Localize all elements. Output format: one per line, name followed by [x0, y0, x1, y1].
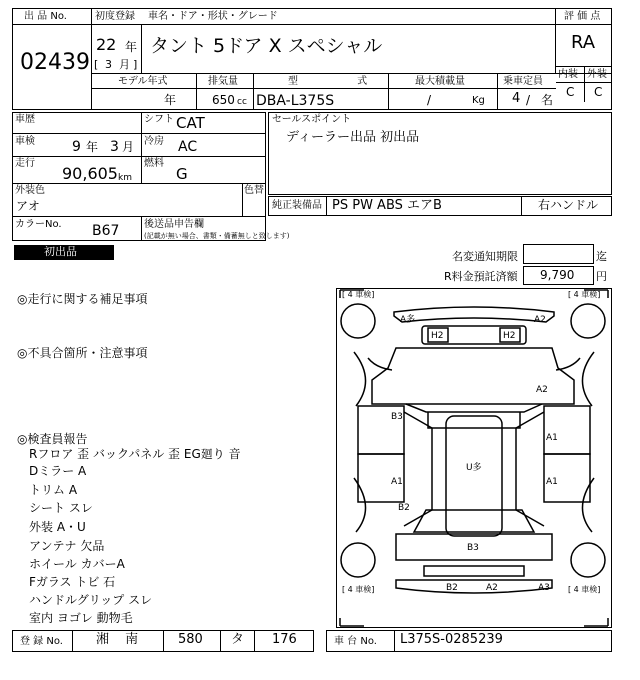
mark-a3-rear: A3	[538, 583, 550, 593]
ac-label: 冷房	[144, 136, 164, 147]
tire-rear-right	[571, 543, 605, 577]
car-diagram	[336, 288, 612, 628]
windshield	[406, 404, 542, 412]
tire-front-left	[341, 304, 375, 338]
mark-u-center: U多	[466, 463, 482, 473]
mark-b3-left: B3	[391, 412, 403, 422]
name-change-box	[523, 244, 594, 264]
capacity-unit: 名	[541, 93, 554, 107]
displacement-unit: cc	[237, 97, 247, 107]
driving-note-heading: ◎走行に関する補足事項	[17, 292, 148, 306]
report-line: 外装 A・U	[29, 520, 86, 534]
mileage-label: 走行	[15, 158, 35, 169]
report-line: アンテナ 欠品	[29, 539, 105, 553]
options-label: 純正装備品	[272, 200, 322, 211]
mark-a2-rear: A2	[486, 583, 498, 593]
rear-bumper	[396, 580, 552, 593]
first-reg-year: 22	[96, 35, 117, 54]
recycle-label: R料金預託済額	[444, 270, 518, 283]
max-load-label: 最大積載量	[415, 76, 465, 87]
model-year-unit: 年	[164, 93, 177, 107]
right-front-door	[544, 406, 590, 454]
followup-label: 後送品申告欄	[144, 219, 204, 230]
inspection-month-unit: 月	[122, 140, 135, 154]
car-name: タント 5ドア X スペシャル	[150, 35, 383, 57]
report-line: トリム A	[29, 483, 78, 497]
tire-rear-left	[341, 543, 375, 577]
sales-point-label: セールスポイント	[272, 114, 352, 125]
mileage-value: 90,605	[62, 164, 118, 183]
report-line: Fガラス トビ 石	[29, 575, 116, 589]
inspection-label: 車検	[15, 136, 35, 147]
mark-b2-rear: B2	[446, 583, 458, 593]
model-year-label: モデル年式	[118, 76, 168, 87]
displacement-label: 排気量	[208, 76, 238, 87]
report-line: Rフロア 歪 バックパネル 歪 EG廻り 音	[29, 447, 241, 461]
chassis-label: 車 台 No.	[334, 636, 377, 647]
mark-b3-rear: B3	[467, 543, 479, 553]
reg-class: 580	[178, 632, 203, 647]
fuel-value: G	[176, 165, 188, 183]
color-change-label: 色替	[244, 185, 264, 196]
handle-value: 右ハンドル	[538, 198, 599, 212]
mark-front-a2: A2	[534, 315, 546, 325]
chassis-value: L375S-0285239	[400, 632, 503, 647]
reg-number: 176	[272, 632, 297, 647]
type-value: DBA-L375S	[256, 93, 335, 109]
recycle-unit: 円	[596, 270, 607, 283]
options-value: PS PW ABS エアB	[332, 198, 442, 213]
reg-label: 登 録 No.	[20, 636, 63, 647]
inspection-year: 9	[72, 139, 81, 155]
shift-label: シフト	[144, 114, 174, 125]
score-value: RA	[571, 32, 596, 53]
max-load-sep: /	[427, 93, 432, 107]
name-change-label: 名変通知期限	[452, 250, 518, 263]
inspection-month: 3	[110, 139, 119, 155]
mark-a1-left: A1	[391, 477, 403, 487]
inspector-note-heading: ◎検査員報告	[17, 432, 88, 446]
interior-label: 内装	[558, 69, 578, 80]
sales-point-value: ディーラー出品 初出品	[286, 130, 420, 145]
month-bracket: [	[94, 58, 99, 71]
exterior-color-label: 外装色	[15, 185, 45, 196]
hood	[372, 348, 574, 404]
front-bumper	[394, 307, 554, 322]
mark-a1-right-upper: A1	[546, 433, 558, 443]
first-reg-label: 初度登録	[95, 11, 135, 22]
report-line: 室内 ヨゴレ 動物毛	[29, 611, 133, 625]
recycle-amount: 9,790	[540, 268, 575, 282]
exterior-color-value: アオ	[16, 199, 40, 213]
mark-a1-right-lower: A1	[546, 477, 558, 487]
ac-value: AC	[178, 139, 198, 155]
report-line: ハンドルグリップ スレ	[29, 593, 153, 607]
capacity-sep: /	[526, 93, 531, 107]
corner-label-fl: [ 4 車検]	[342, 290, 375, 299]
max-load-unit: Kg	[472, 95, 485, 106]
mileage-unit: km	[118, 173, 132, 183]
report-line: Dミラー A	[29, 464, 87, 478]
exterior-grade: C	[594, 85, 603, 99]
type-label: 型 式	[288, 76, 396, 87]
followup-note: (記載が無い場合、書類・備蓄無しと致します)	[144, 232, 290, 240]
mark-a2-right: A2	[536, 385, 548, 395]
color-no-value: B67	[92, 223, 120, 239]
name-change-unit: 迄	[596, 250, 607, 263]
exterior-label: 外装	[587, 69, 607, 80]
tire-front-right	[571, 304, 605, 338]
report-line: ホイール カバーA	[29, 557, 125, 571]
fuel-label: 燃料	[144, 158, 164, 169]
color-no-label: カラーNo.	[15, 219, 62, 230]
roof	[446, 416, 502, 536]
shift-value: CAT	[176, 114, 205, 132]
report-line: シート スレ	[29, 501, 93, 515]
first-listing-badge-text: 初出品	[44, 245, 77, 258]
first-reg-month: 3	[105, 58, 112, 71]
car-name-label: 車名・ドア・形状・グレード	[148, 11, 278, 22]
capacity-value: 4	[512, 91, 521, 106]
corner-label-fr: [ 4 車検]	[568, 290, 601, 299]
capacity-label: 乗車定員	[503, 76, 543, 87]
lot-label: 出 品 No.	[24, 11, 67, 22]
corner-label-rl: [ 4 車検]	[342, 585, 375, 594]
reg-kana: タ	[231, 632, 245, 647]
lot-number: 02439	[20, 50, 90, 75]
mark-b2-left: B2	[398, 503, 410, 513]
displacement-value: 650	[212, 93, 235, 107]
history-label: 車歴	[15, 114, 35, 125]
year-unit: 年	[125, 40, 138, 54]
mark-h2-left: H2	[431, 331, 444, 341]
interior-grade: C	[566, 85, 575, 99]
defects-note-heading: ◎不具合箇所・注意事項	[17, 346, 148, 360]
mark-h2-right: H2	[503, 331, 516, 341]
corner-label-rr: [ 4 車検]	[568, 585, 601, 594]
reg-area: 湘 南	[96, 632, 145, 647]
score-label: 評 価 点	[564, 11, 601, 22]
month-unit: 月	[119, 58, 130, 71]
mark-front-a: A多	[400, 315, 416, 325]
inspection-year-unit: 年	[86, 140, 99, 154]
